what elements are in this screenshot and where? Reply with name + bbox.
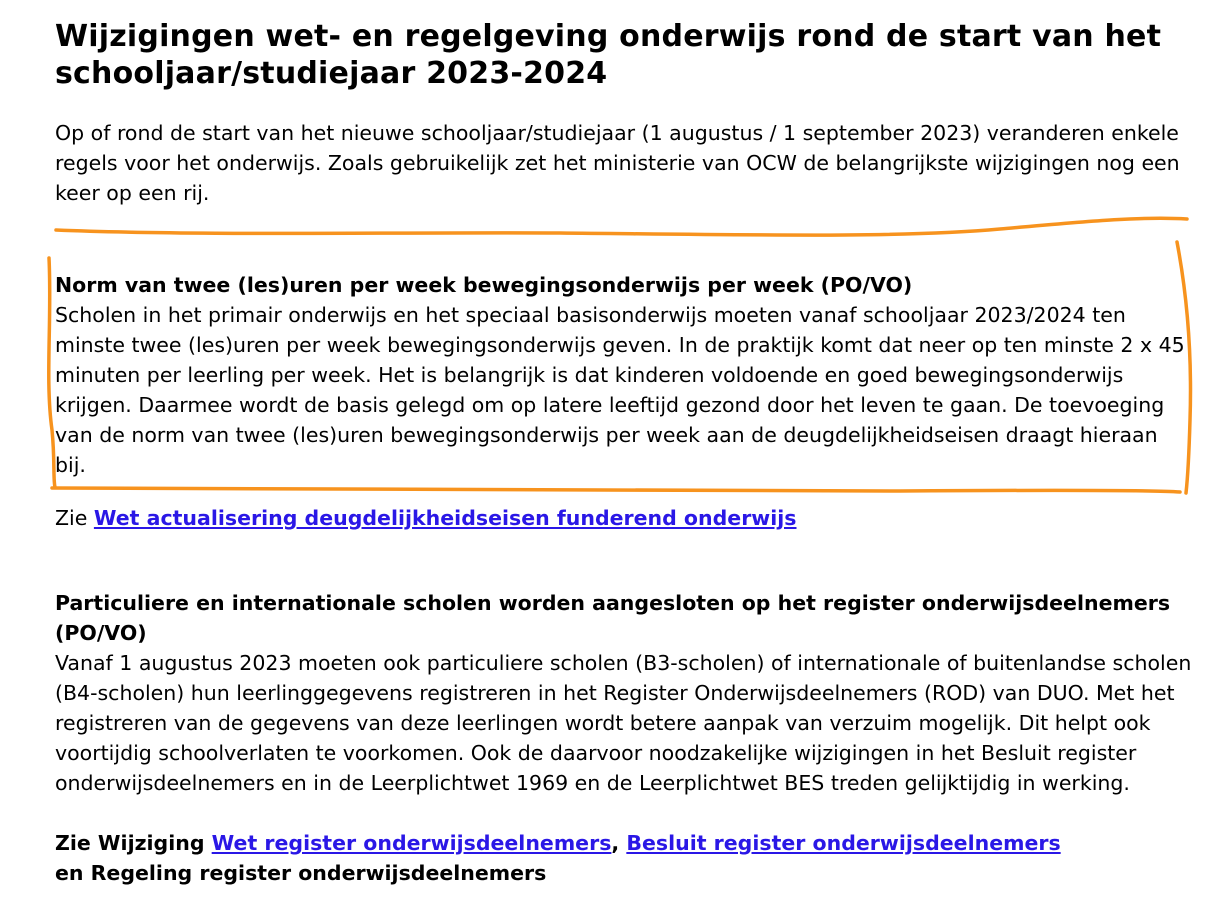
intro-paragraph: Op of rond de start van het nieuwe schooljaar/studiejaar (1 augustus / 1 september 2023) veranderen enkele regels voor het onderwijs. Zoals gebruikelijk zet het ministerie van OCW de belangrijkste wijzigingen nog een keer op een rij.: [55, 121, 1180, 205]
section-register-onderwijsdeelnemers: [55, 588, 1195, 888]
cut-off-line: en Regeling register onderwijsdeelnemers: [55, 861, 547, 885]
see-prefix: Zie: [55, 506, 88, 530]
see-line: [55, 828, 1195, 888]
link-separator: ,: [611, 831, 620, 855]
section-heading: Particuliere en internationale scholen worden aangesloten op het register onderwijsdeelnemers (PO/VO): [55, 591, 1171, 645]
link-wet-actualisering[interactable]: Wet actualisering deugdelijkheidseisen funderend onderwijs: [93, 506, 797, 530]
section-heading: Norm van twee (les)uren per week bewegingsonderwijs per week (PO/VO): [55, 273, 913, 297]
see-prefix: Zie Wijziging: [55, 831, 205, 855]
link-besluit-register[interactable]: Besluit register onderwijsdeelnemers: [626, 831, 1061, 855]
section-body: Scholen in het primair onderwijs en het speciaal basisonderwijs moeten vanaf schooljaar 2023/2024 ten minste twee (les)uren per week bewegingsonderwijs geven. In de praktijk komt dat neer op ten minste 2 x 45 minuten per leerling per week. Het is belangrijk is dat kinderen voldoende en goed bewegingsonderwijs krijgen. Daarmee wordt de basis gelegd om op latere leeftijd gezond door het leven te gaan. De toevoeging van de norm van twee (les)uren bewegingsonderwijs per week aan de deugdelijkheidseisen draagt hieraan bij.: [55, 303, 1185, 477]
document-page: [55, 18, 1195, 888]
link-wet-register[interactable]: Wet register onderwijsdeelnemers: [211, 831, 612, 855]
see-line: [55, 503, 1195, 533]
section-bewegingsonderwijs: [55, 270, 1195, 533]
section-body: Vanaf 1 augustus 2023 moeten ook particuliere scholen (B3-scholen) of internationale of buitenlandse scholen (B4-scholen) hun leerlinggegevens registreren in het Register Onderwijsdeelnemers (ROD) van DUO. Met het registreren van de gegevens van deze leerlingen wordt betere aanpak van verzuim mogelijk. Dit helpt ook voortijdig schoolverlaten te voorkomen. Ook de daarvoor noodzakelijke wijzigingen in het Besluit register onderwijsdeelnemers en in de Leerplichtwet 1969 en de Leerplichtwet BES treden gelijktijdig in werking.: [55, 651, 1192, 795]
page-title: Wijzigingen wet- en regelgeving onderwijs rond de start van het schooljaar/studiejaar 2023-2024: [55, 19, 1162, 91]
